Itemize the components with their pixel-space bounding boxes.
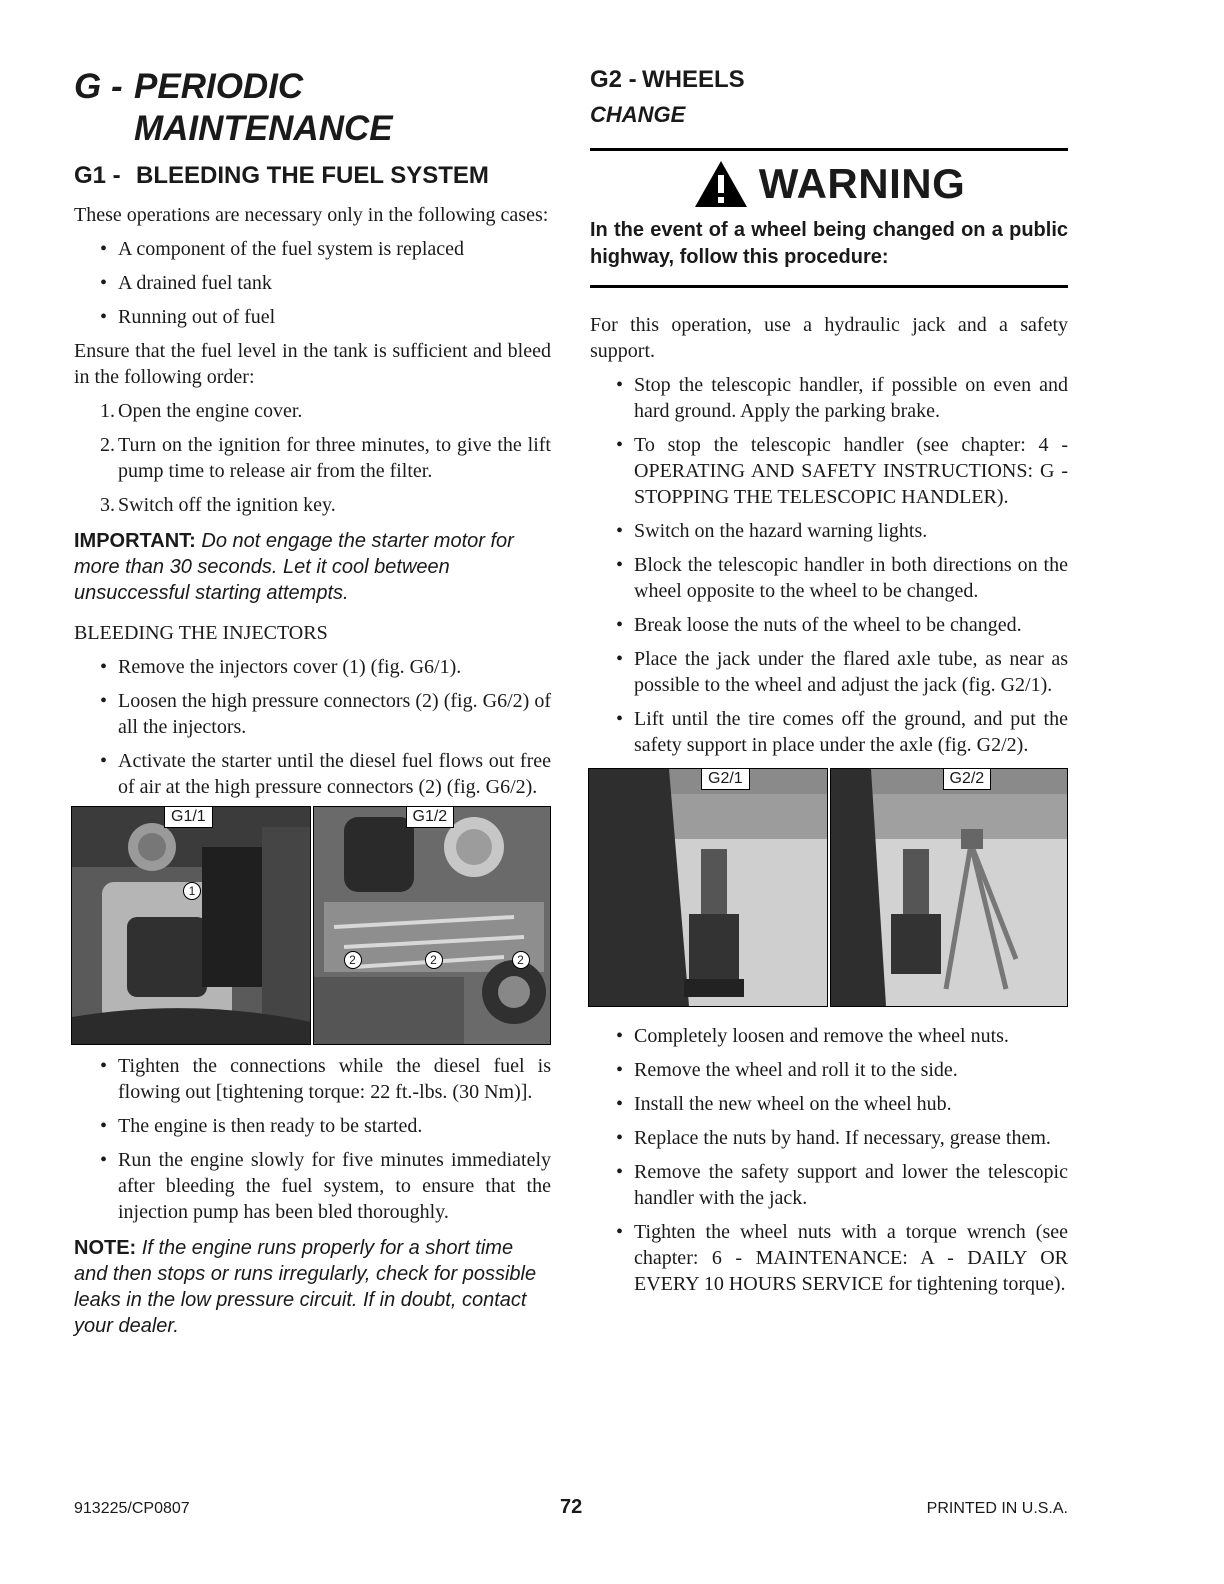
- list-item: • The engine is then ready to be started.: [74, 1113, 551, 1139]
- cases-list: [74, 236, 551, 330]
- injector-steps-list: [74, 654, 551, 800]
- jack-under-axle-photo: [589, 769, 827, 1006]
- figures-g2: [588, 768, 1068, 1007]
- step-text: Open the engine cover.: [118, 400, 303, 422]
- list-item: • Switch on the hazard warning lights.: [590, 518, 1068, 544]
- step-text: Switch off the ignition key.: [118, 494, 336, 516]
- figure-label: G1/1: [164, 807, 213, 828]
- g1-number: G1 -: [74, 162, 121, 189]
- figure-g2-1: [588, 768, 828, 1007]
- list-item: [74, 432, 551, 484]
- figure-label: G2/1: [701, 769, 750, 790]
- warning-title: WARNING: [758, 160, 966, 207]
- list-item: • Completely loosen and remove the wheel nuts.: [590, 1023, 1068, 1049]
- steps-list: [74, 398, 551, 518]
- safety-support-photo: [831, 769, 1068, 1006]
- g2-heading: [590, 66, 1068, 94]
- section-title-line2: MAINTENANCE: [134, 109, 393, 148]
- figures-g1: [71, 806, 551, 1045]
- engine-cover-photo: [72, 807, 311, 1044]
- injector-connectors-photo: [314, 807, 552, 1044]
- footer-printed: PRINTED IN U.S.A.: [926, 1500, 1068, 1517]
- list-item: • Replace the nuts by hand. If necessary, grease them.: [590, 1125, 1068, 1151]
- callout-2: 2: [344, 951, 362, 969]
- list-item: • Block the telescopic handler in both directions on the wheel opposite to the wheel to be changed.: [590, 552, 1068, 604]
- important-label: IMPORTANT:: [74, 530, 196, 552]
- list-item: [74, 398, 551, 424]
- figure-label: G2/2: [943, 769, 992, 790]
- list-item: • Loosen the high pressure connectors (2) (fig. G6/2) of all the injectors.: [74, 688, 551, 740]
- list-item: • A drained fuel tank: [74, 270, 551, 296]
- step-text: Turn on the ignition for three minutes, to give the lift pump time to release air from the filter.: [118, 434, 551, 482]
- warning-text: In the event of a wheel being changed on a public highway, follow this procedure:: [590, 219, 1068, 268]
- g2-title: WHEELS: [642, 66, 745, 93]
- list-item: • Install the new wheel on the wheel hub.: [590, 1091, 1068, 1117]
- list-item: • Remove the injectors cover (1) (fig. G6/1).: [74, 654, 551, 680]
- important-note: [74, 528, 551, 606]
- list-item: • Run the engine slowly for five minutes immediately after bleeding the fuel system, to ensure that the injection pump has been bled thoroughly.: [74, 1147, 551, 1225]
- footer-doc-id: 913225/CP0807: [74, 1500, 190, 1517]
- g2-subtitle: CHANGE: [590, 102, 686, 127]
- figure-g1-2: [313, 806, 552, 1045]
- step-number: 1.: [100, 400, 115, 422]
- warning-heading: [590, 159, 1068, 209]
- callout-2: 2: [512, 951, 530, 969]
- list-item: [74, 492, 551, 518]
- injectors-heading: BLEEDING THE INJECTORS: [74, 622, 328, 644]
- warning-icon: [693, 159, 749, 209]
- figure-label: G1/2: [406, 807, 455, 828]
- list-item: • Place the jack under the flared axle tube, as near as possible to the wheel and adjust the jack (fig. G2/1).: [590, 646, 1068, 698]
- g1-intro: These operations are necessary only in the following cases:: [74, 204, 549, 226]
- g2-steps-list: [590, 372, 1068, 758]
- list-item: • Break loose the nuts of the wheel to be changed.: [590, 612, 1068, 638]
- callout-1: 1: [183, 882, 201, 900]
- section-prefix: G -: [74, 67, 123, 106]
- g1-title: BLEEDING THE FUEL SYSTEM: [136, 162, 489, 189]
- ensure-text: Ensure that the fuel level in the tank is sufficient and bleed in the following order:: [74, 340, 551, 388]
- list-item: • Remove the wheel and roll it to the side.: [590, 1057, 1068, 1083]
- list-item: • Tighten the wheel nuts with a torque wrench (see chapter: 6 - MAINTENANCE: A - DAILY OR EVERY 10 HOURS SERVICE for tightening torque).: [590, 1219, 1068, 1297]
- list-item: • Remove the safety support and lower the telescopic handler with the jack.: [590, 1159, 1068, 1211]
- g2-number: G2 -: [590, 66, 637, 93]
- after-steps-list: [74, 1053, 551, 1225]
- g1-heading: [74, 162, 551, 190]
- warning-top-rule: [590, 148, 1068, 151]
- list-item: • A component of the fuel system is replaced: [74, 236, 551, 262]
- step-number: 2.: [100, 434, 115, 456]
- list-item: • Lift until the tire comes off the ground, and put the safety support in place under the axle (fig. G2/2).: [590, 706, 1068, 758]
- step-number: 3.: [100, 494, 115, 516]
- warning-bottom-rule: [590, 285, 1068, 288]
- g2-steps2-list: [590, 1023, 1068, 1297]
- list-item: • Tighten the connections while the diesel fuel is flowing out [tightening torque: 22 ft.-lbs. (30 Nm)].: [74, 1053, 551, 1105]
- section-title-line1: PERIODIC: [134, 67, 304, 106]
- list-item: • To stop the telescopic handler (see chapter: 4 - OPERATING AND SAFETY INSTRUCTIONS: G - STOPPING THE TELESCOPIC HANDLER).: [590, 432, 1068, 510]
- note-label: NOTE:: [74, 1237, 137, 1259]
- figure-g1-1: [71, 806, 311, 1045]
- list-item: • Stop the telescopic handler, if possible on even and hard ground. Apply the parking brake.: [590, 372, 1068, 424]
- note-text: If the engine runs properly for a short time and then stops or runs irregularly, check for possible leaks in the low pressure circuit. If in doubt, contact your dealer.: [74, 1237, 537, 1337]
- important-text: Do not engage the starter motor for more than 30 seconds. Let it cool between unsuccessful starting attempts.: [74, 530, 514, 604]
- note: [74, 1235, 551, 1339]
- list-item: • Activate the starter until the diesel fuel flows out free of air at the high pressure connectors (2) (fig. G6/2).: [74, 748, 551, 800]
- page-number: 72: [560, 1496, 583, 1518]
- left-column: [74, 62, 551, 1339]
- section-title: [74, 66, 551, 150]
- list-item: • Running out of fuel: [74, 304, 551, 330]
- figure-g2-2: [830, 768, 1069, 1007]
- right-column: [590, 62, 1068, 1297]
- g2-intro: For this operation, use a hydraulic jack and a safety support.: [590, 314, 1068, 362]
- callout-2: 2: [425, 951, 443, 969]
